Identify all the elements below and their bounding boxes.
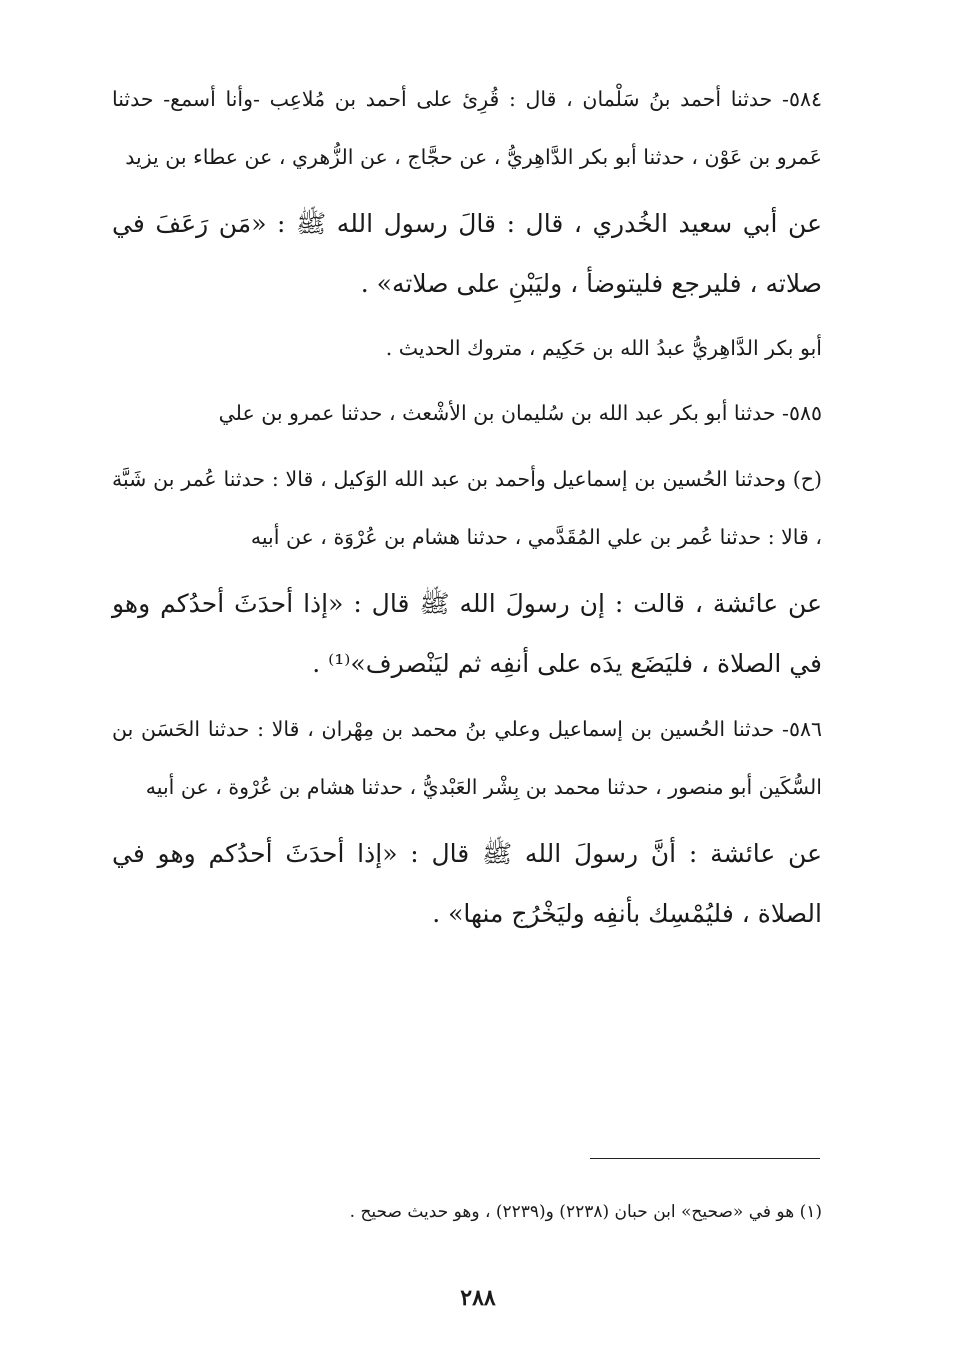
hadith-text-584: عن أبي سعيد الخُدري ، قال : قالَ رسول الله ﷺ : «مَن رَعَفَ في صلاته ، فليرجع فليتوضأ ، وليَبْنِ على صلاته» . <box>112 209 822 298</box>
isnad-585: ٥٨٥- حدثنا أبو بكر عبد الله بن سُليمان بن الأشْعث ، حدثنا عمرو بن علي <box>218 401 822 425</box>
isnad-584: ٥٨٤- حدثنا أحمد بنُ سَلْمان ، قال : قُرِئ على أحمد بن مُلاعِب -وأنا أسمع- حدثنا عَمرو بن عَوْن ، حدثنا أبو بكر الدَّاهِريُّ ، عن حجَّاج ، عن الزُّهري ، عن عطاء بن يزيد <box>112 87 822 169</box>
narrator-note-584: أبو بكر الدَّاهِريُّ عبدُ الله بن حَكِيم ، متروك الحديث . <box>385 336 822 360</box>
hadith-text-586: عن عائشة : أنَّ رسولَ الله ﷺ قال : «إذا أحدَثَ أحدُكم وهو في الصلاة ، فليُمْسِك بأنفِه وليَخْرُج منها» . <box>112 839 822 928</box>
page-body <box>112 70 822 950</box>
page-number: ٢٨٨ <box>460 1285 496 1311</box>
hadith-text-585: عن عائشة ، قالت : إن رسولَ الله ﷺ قال : «إذا أحدَثَ أحدُكم وهو في الصلاة ، فليَضَع يدَه على أنفِه ثم ليَنْصرف»⁽¹⁾ . <box>112 589 822 678</box>
footnote-divider <box>590 1158 820 1159</box>
footnote: (١) هو في «صحيح» ابن حبان (٢٢٣٨) و(٢٢٣٩) ، وهو حديث صحيح . <box>349 1202 822 1222</box>
isnad-585-alternate: (ح) وحدثنا الحُسين بن إسماعيل وأحمد بن عبد الله الوَكيل ، قالا : حدثنا عُمر بن شَبَّة ، قالا : حدثنا عُمر بن علي المُقَدَّمي ، حدثنا هشام بن عُرْوَة ، عن أبيه <box>112 467 822 549</box>
isnad-586: ٥٨٦- حدثنا الحُسين بن إسماعيل وعلي بنُ محمد بن مِهْران ، قالا : حدثنا الحَسَن بن السُّكَين أبو منصور ، حدثنا محمد بن بِشْر العَبْديُّ ، حدثنا هشام بن عُرْوة ، عن أبيه <box>112 717 822 799</box>
